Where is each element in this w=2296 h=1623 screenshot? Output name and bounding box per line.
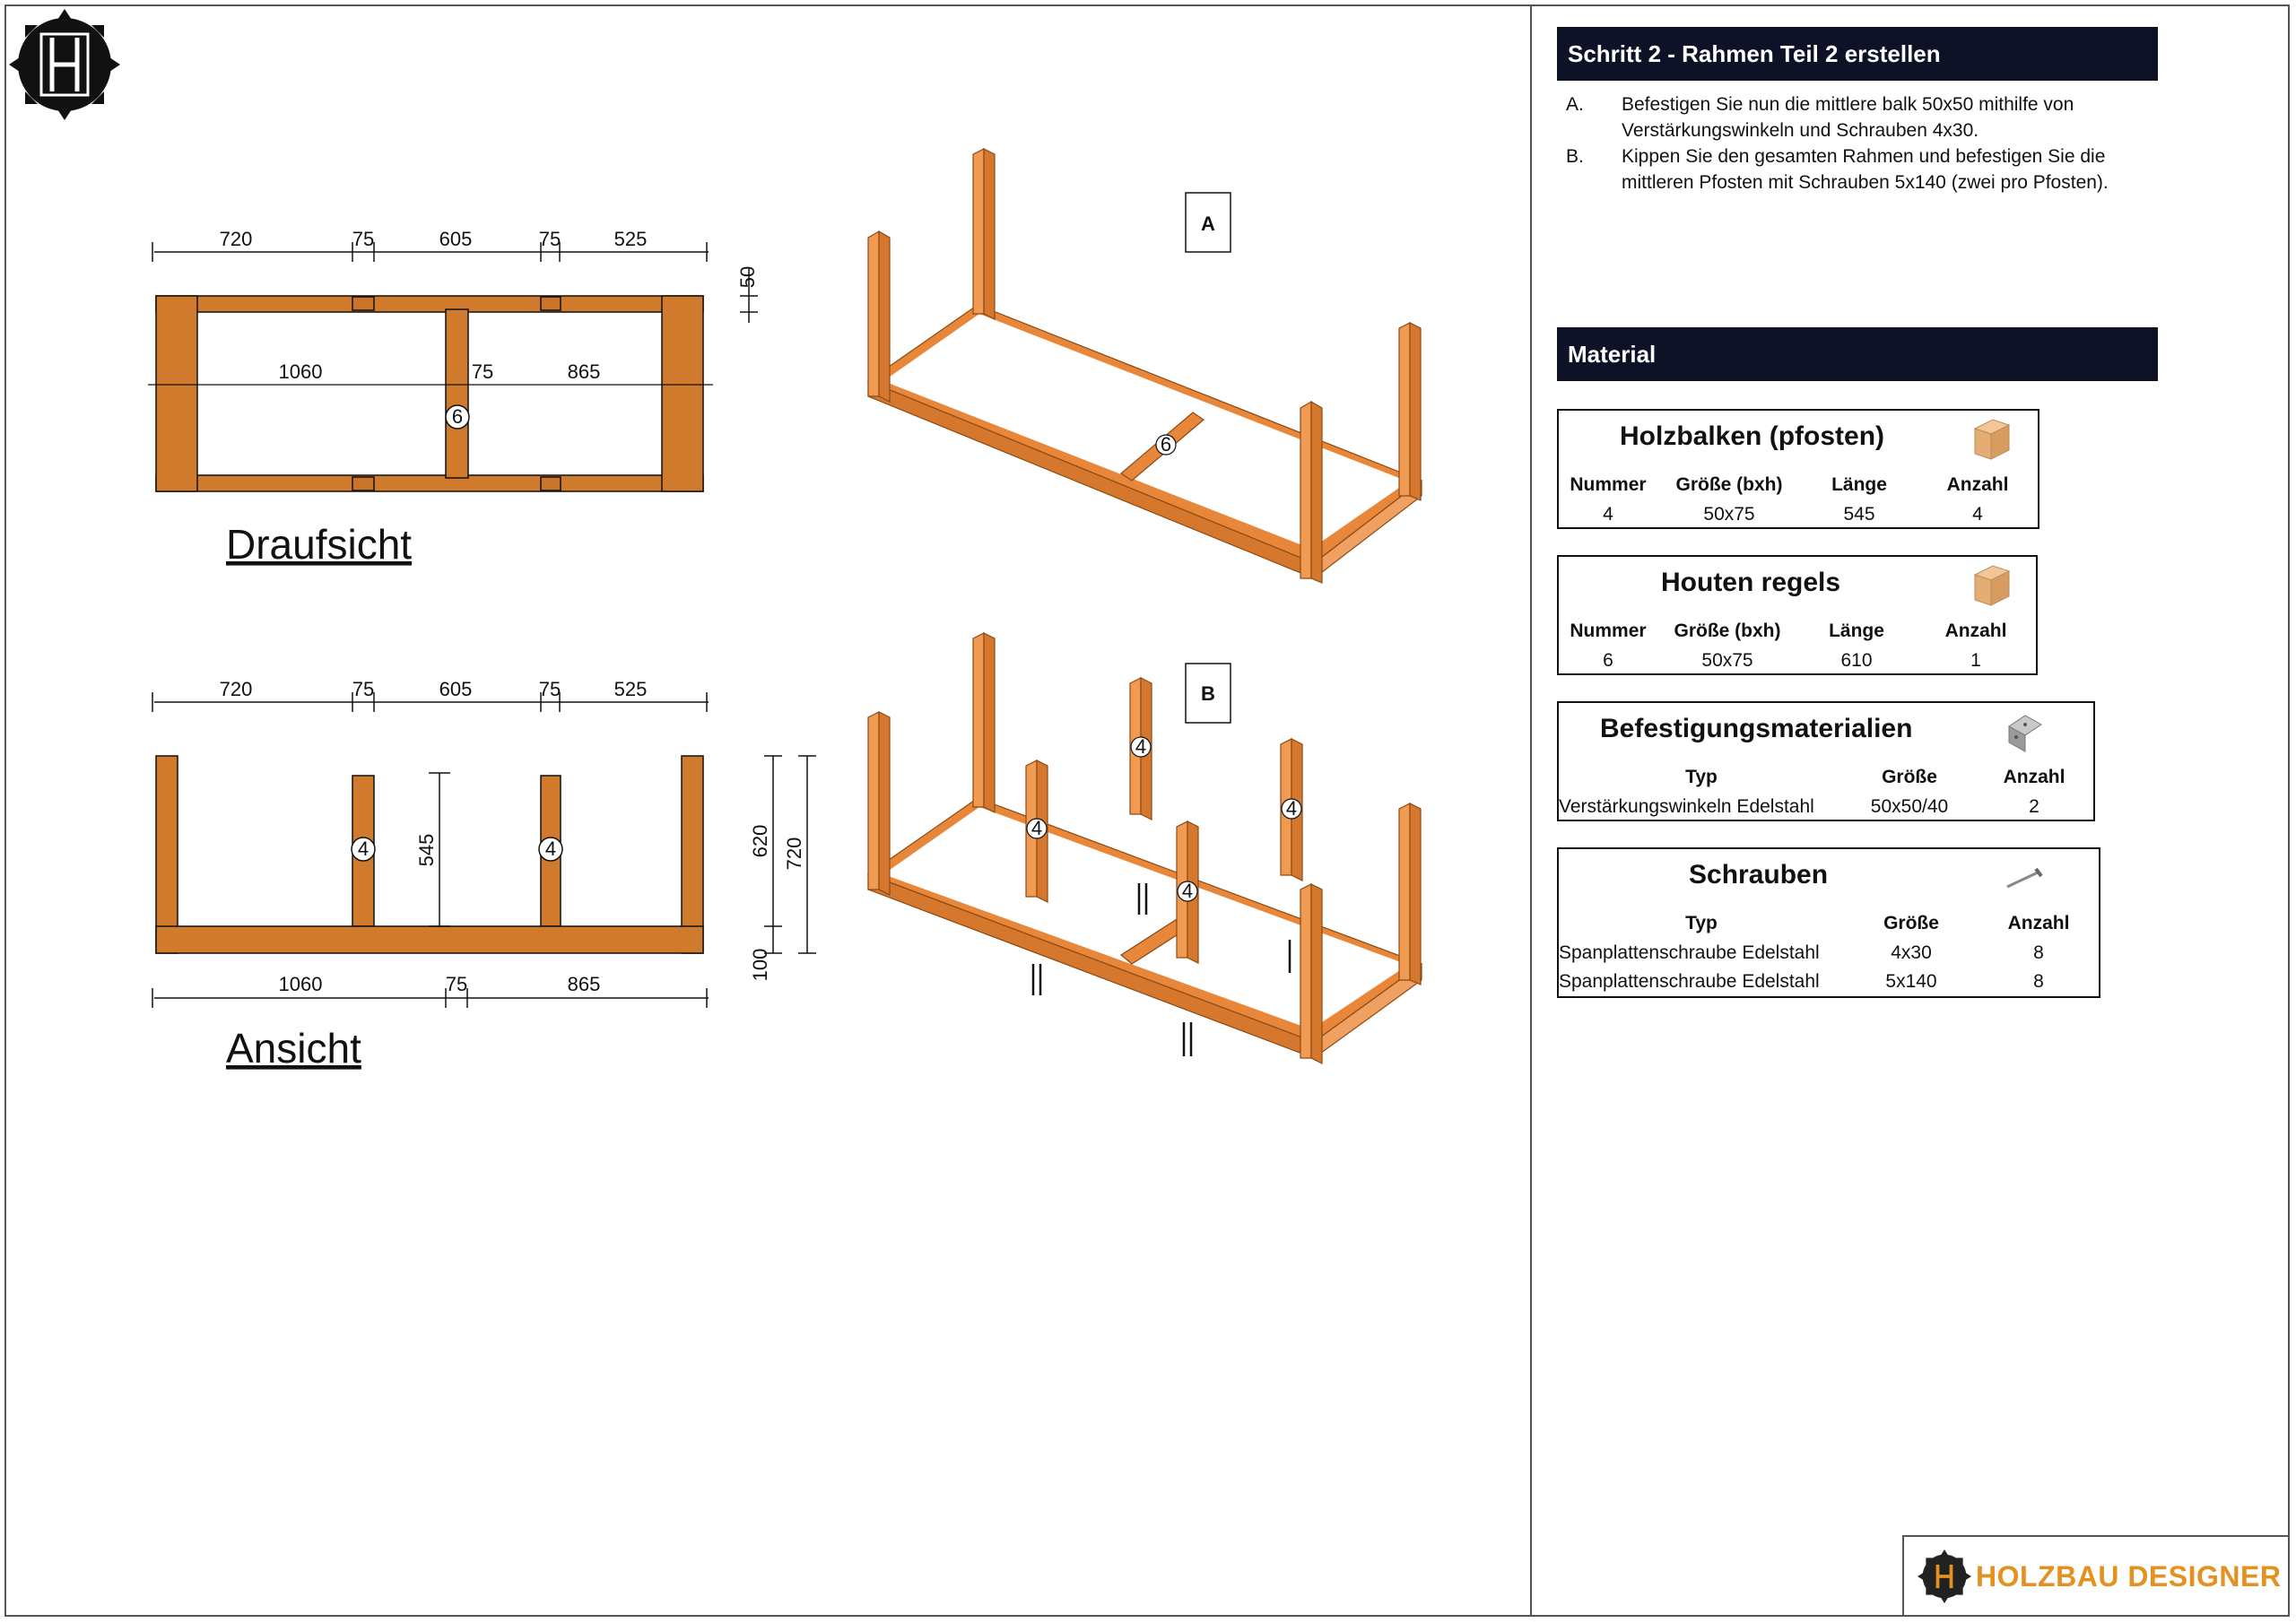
- dim-side-top-5: 525: [613, 678, 648, 700]
- step-text: Kippen Sie den gesamten Rahmen und befestigen Sie die mittleren Pfosten mit Schrauben 5x140 (zwei pro Pfosten).: [1622, 146, 2109, 193]
- col-header: Anzahl: [2007, 913, 2070, 933]
- dim-inner-3: 865: [567, 360, 601, 383]
- part-4-tag-side-right: 4: [544, 838, 557, 860]
- brand-logo-icon: [1918, 1549, 1971, 1603]
- dim-top-2: 75: [352, 228, 375, 250]
- cell: 4: [1603, 504, 1613, 525]
- houten-table: [1557, 555, 2038, 675]
- cell: 2: [2029, 796, 2039, 817]
- dim-side-bottom-2: 75: [445, 973, 468, 995]
- col-header: Typ: [1685, 767, 1718, 787]
- label-b: B: [1201, 682, 1215, 705]
- dim-height-720: 720: [783, 837, 805, 871]
- cell: 6: [1603, 650, 1613, 671]
- table-row: [1559, 647, 2036, 675]
- houten-grid: [1559, 616, 2036, 675]
- ansicht-label: Ansicht: [226, 1025, 361, 1072]
- label-a: A: [1201, 213, 1215, 235]
- cell: 1: [1970, 650, 1981, 671]
- dim-side-top-2: 75: [352, 678, 375, 700]
- dim-side-top-4: 75: [538, 678, 561, 700]
- cell: 610: [1840, 650, 1873, 671]
- befestigung-table: [1557, 701, 2095, 821]
- isometric-view-a: [868, 149, 1422, 583]
- col-header: Größe: [1882, 767, 1937, 787]
- brand-name: HOLZBAU DESIGNER: [1976, 1560, 2282, 1593]
- part-4-tag-iso-1: 4: [1031, 817, 1043, 839]
- table-title: Schrauben: [1689, 860, 1829, 890]
- table-row: [1559, 500, 2038, 529]
- schrauben-table: [1557, 847, 2100, 998]
- table-row: [1559, 968, 2099, 996]
- cell: 5x140: [1885, 971, 1937, 992]
- col-header: Anzahl: [1944, 621, 2007, 641]
- draufsicht-label: Draufsicht: [226, 521, 413, 568]
- step-list: [1566, 91, 2158, 195]
- table-row: [1559, 793, 2093, 821]
- holzbalken-table: [1557, 409, 2039, 529]
- col-header: Größe (bxh): [1674, 621, 1781, 641]
- screw-icon: [2002, 860, 2047, 896]
- part-6-tag-top: 6: [451, 405, 464, 428]
- cell: Verstärkungswinkeln Edelstahl: [1559, 796, 1814, 817]
- top-view: [148, 242, 758, 491]
- dim-side-top-3: 605: [439, 678, 473, 700]
- table-title: Houten regels: [1661, 568, 1841, 597]
- cell: 8: [2033, 942, 2044, 963]
- cell: 50x75: [1703, 504, 1755, 525]
- side-view: [152, 692, 816, 1008]
- wood-beam-icon: [1970, 562, 2014, 609]
- part-4-tag-iso-2: 4: [1135, 735, 1147, 758]
- part-6-tag-iso: 6: [1160, 433, 1172, 456]
- table-row: [1559, 939, 2099, 968]
- dim-side-bottom-3: 865: [567, 973, 601, 995]
- cell: Spanplattenschraube Edelstahl: [1559, 942, 1820, 963]
- col-header: Typ: [1685, 913, 1718, 933]
- step-letter: B.: [1566, 146, 1584, 167]
- part-4-tag-iso-4: 4: [1285, 797, 1298, 820]
- cell: 8: [2033, 971, 2044, 992]
- step-letter: A.: [1566, 94, 1584, 115]
- befestigung-grid: [1559, 762, 2093, 821]
- material-header: Material: [1557, 327, 2158, 381]
- dim-top-3: 605: [439, 228, 473, 250]
- dim-inner-1: 1060: [278, 360, 323, 383]
- dim-height-545: 545: [415, 833, 438, 867]
- wood-beam-icon: [1970, 416, 2014, 463]
- step-item-b: [1566, 143, 2158, 195]
- part-4-tag-iso-3: 4: [1181, 880, 1194, 902]
- col-header: Größe (bxh): [1675, 474, 1783, 495]
- step-text: Befestigen Sie nun die mittlere balk 50x50 mithilfe von Verstärkungswinkeln und Schrauben 4x30.: [1622, 94, 2074, 141]
- col-header: Länge: [1829, 621, 1884, 641]
- dim-height-100: 100: [749, 948, 771, 982]
- isometric-view-b: [868, 633, 1422, 1063]
- dim-top-4: 75: [538, 228, 561, 250]
- dim-side-top-1: 720: [219, 678, 253, 700]
- dim-inner-2: 75: [471, 360, 494, 383]
- column-divider: [1530, 4, 1532, 1617]
- holzbalken-grid: [1559, 470, 2038, 529]
- logo-icon: [9, 9, 120, 120]
- col-header: Anzahl: [1946, 474, 2009, 495]
- part-4-tag-side-left: 4: [357, 838, 370, 860]
- col-header: Nummer: [1570, 621, 1647, 641]
- col-header: Länge: [1831, 474, 1887, 495]
- cell: 4x30: [1891, 942, 1932, 963]
- table-title: Befestigungsmaterialien: [1600, 714, 1913, 743]
- schrauben-grid: [1559, 908, 2099, 996]
- col-header: Anzahl: [2003, 767, 2066, 787]
- cell: 4: [1972, 504, 1983, 525]
- cell: Spanplattenschraube Edelstahl: [1559, 971, 1820, 992]
- angle-bracket-icon: [2002, 708, 2047, 755]
- col-header: Nummer: [1570, 474, 1647, 495]
- dim-top-1: 720: [219, 228, 253, 250]
- side-view-dims: [220, 678, 805, 1072]
- step-header: Schritt 2 - Rahmen Teil 2 erstellen: [1557, 27, 2158, 81]
- cell: 50x75: [1701, 650, 1753, 671]
- dim-side-50: 50: [736, 265, 759, 289]
- col-header: Größe: [1883, 913, 1939, 933]
- cell: 50x50/40: [1870, 796, 1949, 817]
- dim-top-5: 525: [613, 228, 648, 250]
- dim-side-bottom-1: 1060: [278, 973, 323, 995]
- cell: 545: [1843, 504, 1875, 525]
- table-title: Holzbalken (pfosten): [1620, 421, 1885, 451]
- dim-height-620: 620: [749, 824, 771, 858]
- step-item-a: [1566, 91, 2158, 143]
